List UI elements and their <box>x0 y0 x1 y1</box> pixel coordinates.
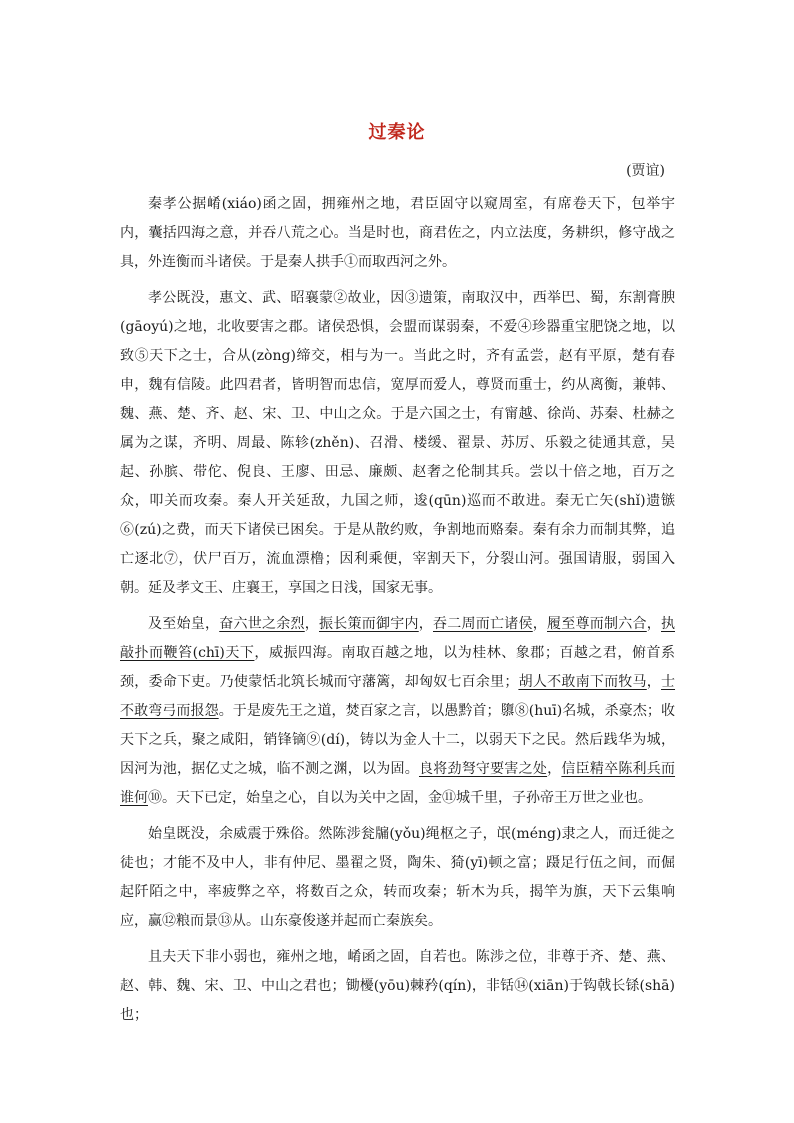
text-segment: ， <box>646 616 661 632</box>
paragraph <box>120 284 675 603</box>
underlined-phrase: 信臣精卒陈利兵而谁何 <box>120 761 676 806</box>
text-segment: ， <box>304 616 319 632</box>
underlined-phrase: 吞二周而亡诸侯 <box>433 616 533 632</box>
body-text <box>120 190 675 1037</box>
text-segment: ， <box>547 761 562 777</box>
text-segment: 。于是废先王之道，焚百家之言，以愚黔首；隳⑧(huī)名城，杀豪杰；收天下之兵，聚之咸阳，销锋镝⑨(dí)，铸以为金人十二，以弱天下之民。然后践华为城，因河为池，据亿丈之城，临不测之渊，以为固。 <box>120 703 676 777</box>
underlined-phrase: 振长策而御宇内 <box>319 616 419 632</box>
paragraph <box>120 943 675 1030</box>
author-line: (贾谊) <box>626 163 665 179</box>
text-segment: ⑩。天下已定，始皇之心，自以为关中之固，金⑪城千里，子孙帝王万世之业也。 <box>148 790 652 806</box>
underlined-phrase: 良将劲弩守要害之处 <box>418 761 548 777</box>
underlined-phrase: 奋六世之余烈 <box>219 616 305 632</box>
underlined-phrase: 士不敢弯弓而报怨 <box>120 674 676 719</box>
paragraph <box>120 190 675 277</box>
paragraph <box>120 820 675 936</box>
underlined-phrase: 胡人不敢南下而牧马 <box>518 674 647 690</box>
underlined-phrase: 执敲扑而鞭笞(chī)天下 <box>120 616 675 661</box>
text-segment: 始皇既没，余威震于殊俗。然陈涉瓮牖(yǒu)绳枢之子，氓(méng)隶之人，而迁徙之徒也；才能不及中人，非有仲尼、墨翟之贤，陶朱、猗(yī)顿之富；蹑足行伍之间，而倔起阡陌之中，率疲弊之卒，将数百之众，转而攻秦；斩木为兵，揭竿为旗，天下云集响应，赢⑫粮而景⑬从。山东豪俊遂并起而亡秦族矣。 <box>120 826 675 929</box>
text-segment: ， <box>532 616 547 632</box>
text-segment: ， <box>418 616 433 632</box>
paragraph <box>120 610 675 813</box>
text-segment: 秦孝公据崤(xiáo)函之固，拥雍州之地，君臣固守以窥周室，有席卷天下，包举宇内，囊括四海之意，并吞八荒之心。当是时也，商君佐之，内立法度，务耕织，修守战之具，外连衡而斗诸侯。于是秦人拱手①而取西河之外。 <box>120 196 675 270</box>
text-segment: ，威振四海。南取百越之地，以为桂林、象郡；百越之君，俯首系颈，委命下吏。乃使蒙恬北筑长城而守藩篱，却匈奴七百余里； <box>120 645 675 690</box>
text-segment: 孝公既没，惠文、武、昭襄蒙②故业，因③遗策，南取汉中，西举巴、蜀，东割膏腴(gāoyú)之地，北收要害之郡。诸侯恐惧，会盟而谋弱秦，不爱④珍器重宝肥饶之地，以致⑤天下之士，合从(zòng)缔交，相与为一。当此之时，齐有孟尝，赵有平原，楚有春申，魏有信陵。此四君者，皆明智而忠信，宽厚而爱人，尊贤而重士，约从离衡，兼韩、魏、燕、楚、齐、赵、宋、卫、中山之众。于是六国之士，有甯越、徐尚、苏秦、杜赫之属为之谋，齐明、周最、陈轸(zhěn)、召滑、楼缓、翟景、苏厉、乐毅之徒通其意，吴起、孙膑、带佗、倪良、王廖、田忌、廉颇、赵奢之伦制其兵。尝以十倍之地，百万之众，叩关而攻秦。秦人开关延敌，九国之师，逡(qūn)巡而不敢进。秦无亡矢(shǐ)遗镞⑥(zú)之费，而天下诸侯已困矣。于是从散约败，争割地而赂秦。秦有余力而制其弊，追亡逐北⑦，伏尸百万，流血漂橹；因利乘便，宰割天下，分裂山河。强国请服，弱国入朝。延及孝文王、庄襄王，享国之日浅，国家无事。 <box>120 290 675 596</box>
page-title: 过秦论 <box>368 122 426 143</box>
text-segment: ， <box>646 674 662 690</box>
underlined-phrase: 履至尊而制六合 <box>547 616 647 632</box>
text-segment: 且夫天下非小弱也，雍州之地，崤函之固，自若也。陈涉之位，非尊于齐、楚、燕、赵、韩、魏、宋、卫、中山之君也；锄櫌(yōu)棘矜(qín)，非铦⑭(xiān)于钩戟长铩(shā)也； <box>120 949 675 1023</box>
text-segment: 及至始皇， <box>148 616 220 632</box>
